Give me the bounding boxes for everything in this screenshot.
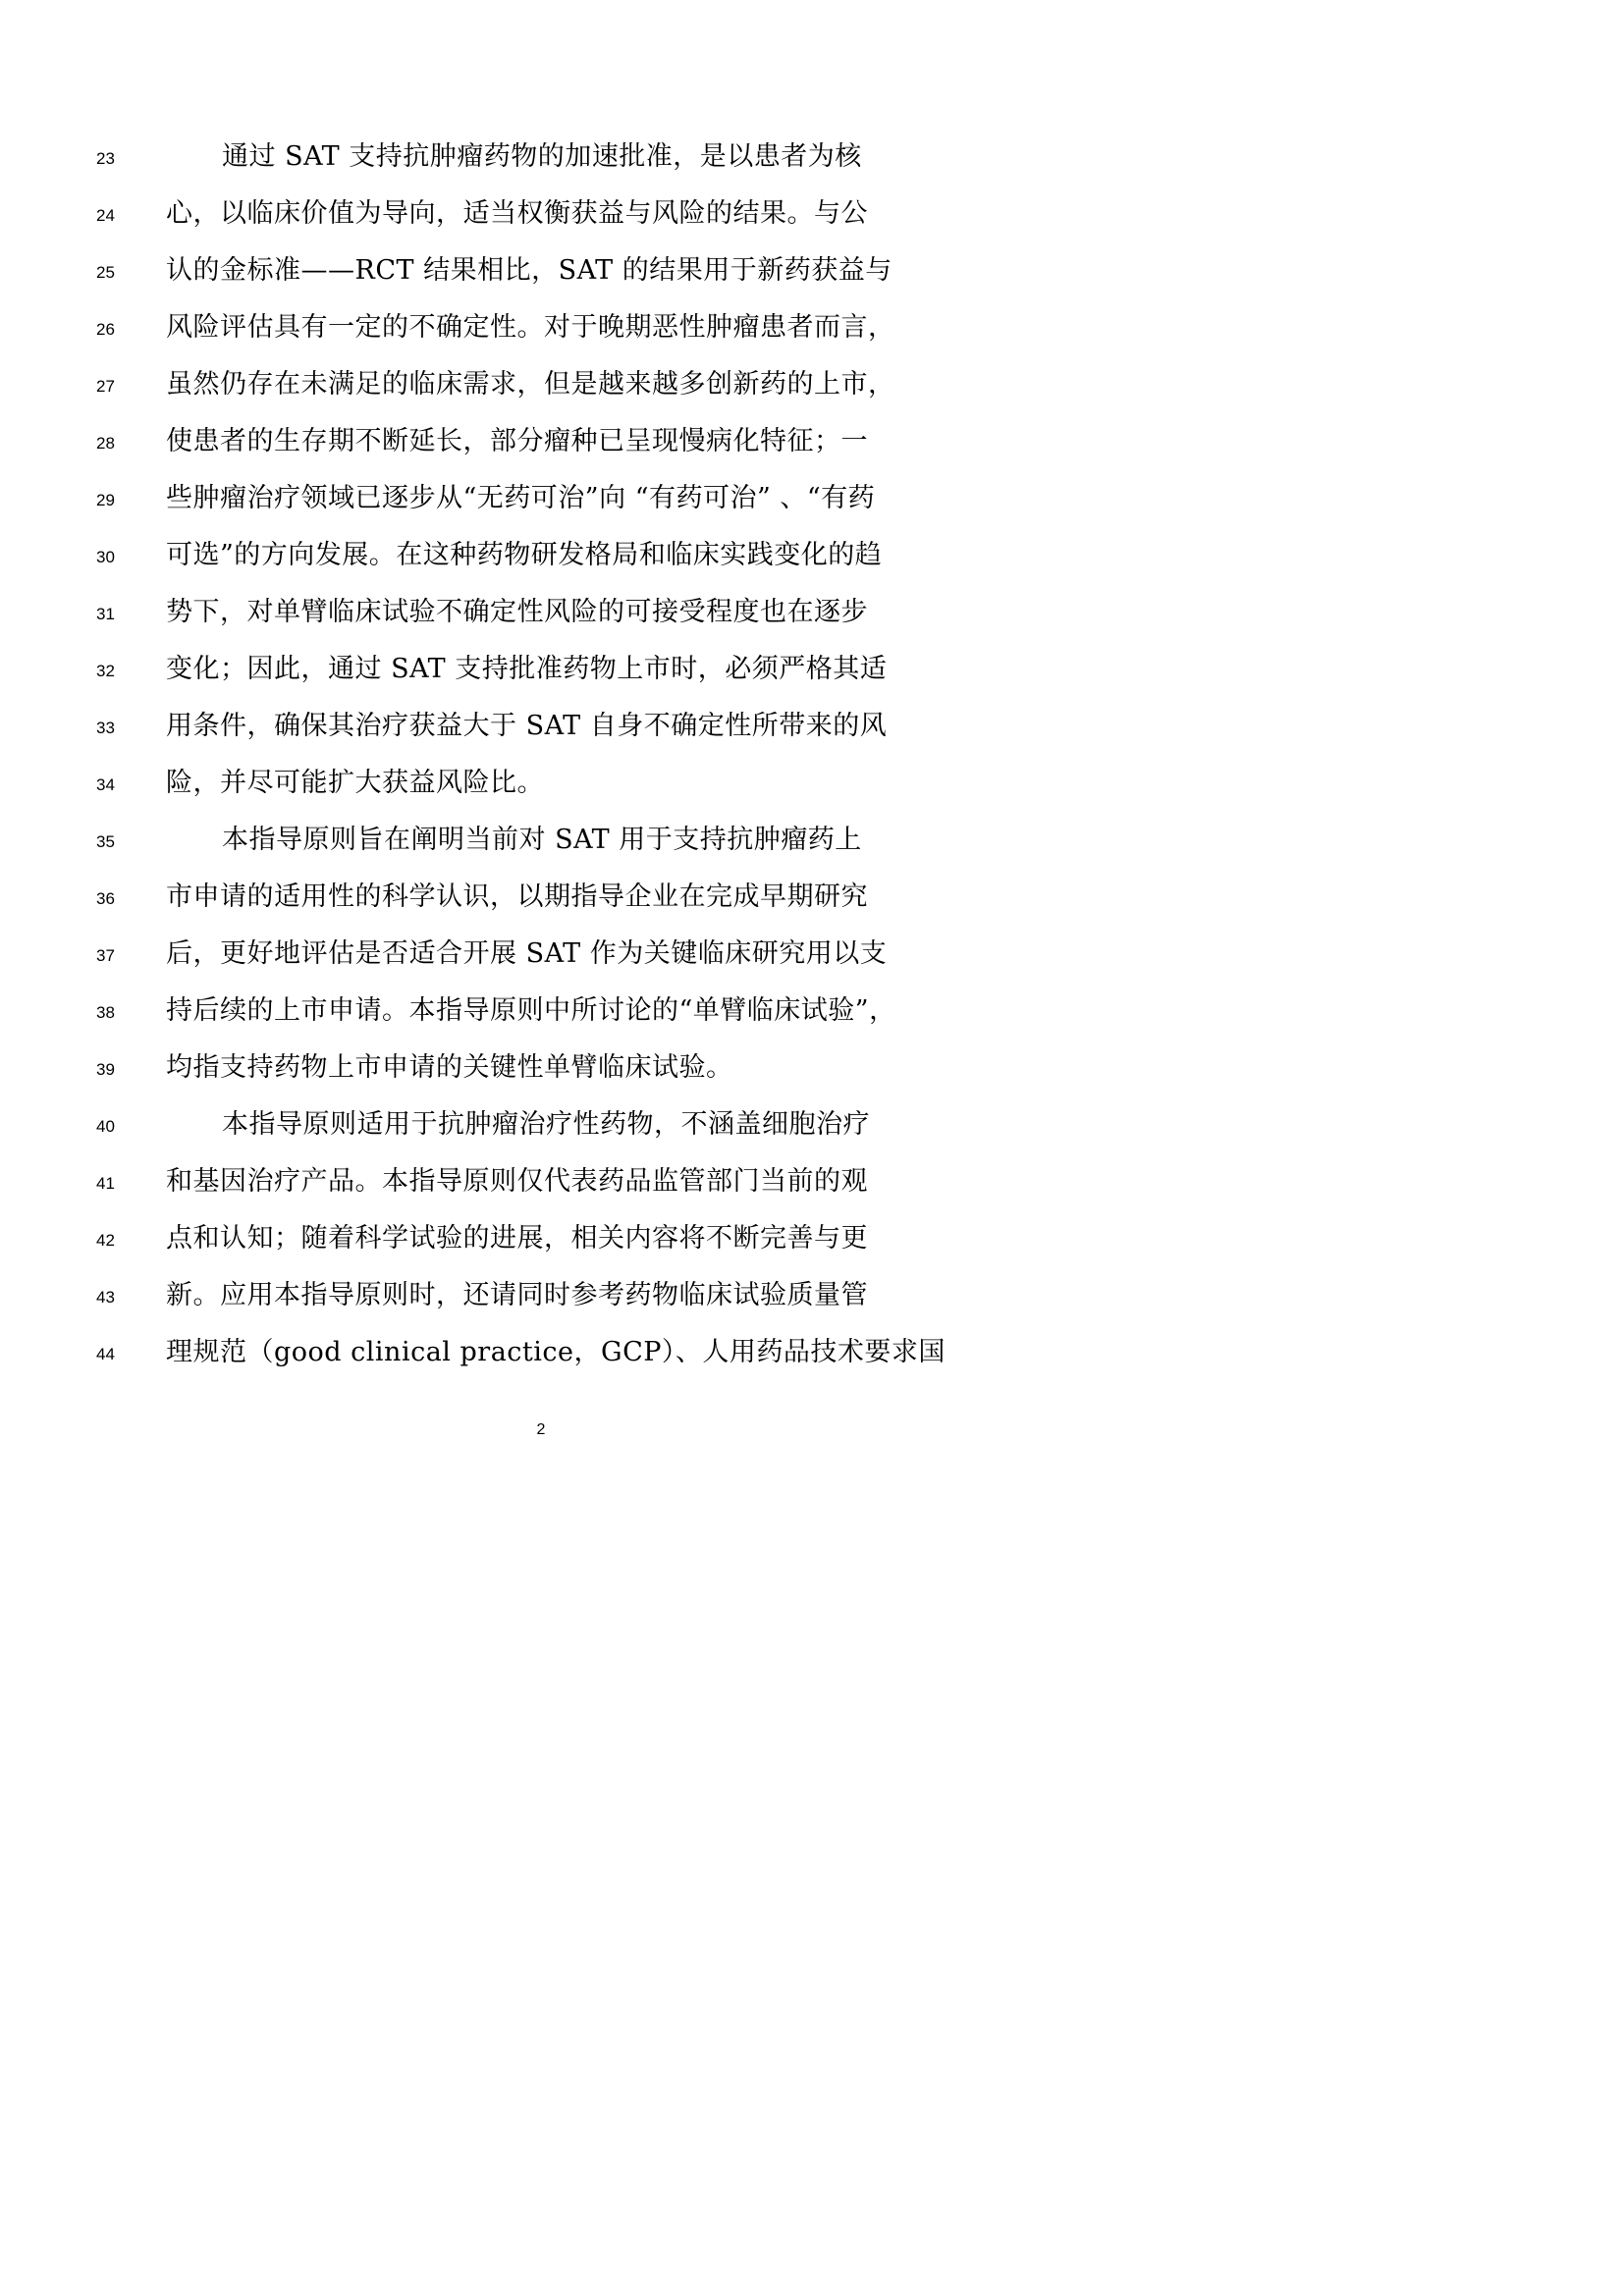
line-text: 些肿瘤治疗领域已逐步从“无药可治”向 “有药可治” 、“有药 (166, 483, 876, 513)
line-number: 40 (96, 1117, 115, 1136)
text-line (0, 532, 1082, 589)
line-number: 35 (96, 832, 115, 851)
text-line (0, 1215, 1082, 1272)
text-line (0, 304, 1082, 361)
text-line (0, 475, 1082, 532)
text-line (0, 874, 1082, 931)
text-line (0, 133, 1082, 190)
line-number: 34 (96, 775, 115, 794)
text-line (0, 760, 1082, 817)
text-line (0, 703, 1082, 760)
line-number: 23 (96, 149, 115, 168)
text-line (0, 361, 1082, 418)
text-line (0, 1158, 1082, 1215)
line-number: 26 (96, 320, 115, 339)
line-number: 30 (96, 548, 115, 566)
text-line (0, 646, 1082, 703)
text-line (0, 589, 1082, 646)
line-text: 理规范（good clinical practice，GCP）、人用药品技术要求国 (166, 1337, 946, 1367)
line-text: 新。应用本指导原则时，还请同时参考药物临床试验质量管 (166, 1280, 868, 1310)
line-number: 24 (96, 206, 115, 225)
line-number: 31 (96, 605, 115, 623)
line-text: 本指导原则适用于抗肿瘤治疗性药物，不涵盖细胞治疗 (222, 1109, 870, 1140)
text-line (0, 1044, 1082, 1101)
line-number: 44 (96, 1345, 115, 1363)
line-number: 28 (96, 434, 115, 453)
line-text: 可选”的方向发展。在这种药物研发格局和临床实践变化的趋 (166, 540, 883, 570)
text-line (0, 1272, 1082, 1329)
line-text: 势下，对单臂临床试验不确定性风险的可接受程度也在逐步 (166, 597, 868, 627)
text-line (0, 817, 1082, 874)
line-number: 38 (96, 1003, 115, 1022)
line-text: 和基因治疗产品。本指导原则仅代表药品监管部门当前的观 (166, 1166, 868, 1197)
line-text: 认的金标准——RCT 结果相比，SAT 的结果用于新药获益与 (166, 255, 893, 286)
line-number: 32 (96, 662, 115, 680)
line-number: 41 (96, 1174, 115, 1193)
line-text: 心，以临床价值为导向，适当权衡获益与风险的结果。与公 (166, 198, 868, 229)
line-text: 虽然仍存在未满足的临床需求，但是越来越多创新药的上市， (166, 369, 895, 400)
text-line (0, 1329, 1082, 1386)
text-line (0, 247, 1082, 304)
line-text: 均指支持药物上市申请的关键性单臂临床试验。 (166, 1052, 733, 1083)
line-number: 43 (96, 1288, 115, 1307)
text-line (0, 1101, 1082, 1158)
line-number: 42 (96, 1231, 115, 1250)
line-number: 33 (96, 719, 115, 737)
document-page (0, 0, 1082, 1530)
line-text: 通过 SAT 支持抗肿瘤药物的加速批准，是以患者为核 (222, 141, 862, 172)
line-text: 使患者的生存期不断延长，部分瘤种已呈现慢病化特征；一 (166, 426, 868, 456)
line-text: 用条件，确保其治疗获益大于 SAT 自身不确定性所带来的风 (166, 711, 888, 741)
line-number: 25 (96, 263, 115, 282)
line-text: 后，更好地评估是否适合开展 SAT 作为关键临床研究用以支 (166, 938, 888, 969)
text-line (0, 190, 1082, 247)
line-number: 36 (96, 889, 115, 908)
line-number: 39 (96, 1060, 115, 1079)
line-text: 险，并尽可能扩大获益风险比。 (166, 768, 544, 798)
line-text: 本指导原则旨在阐明当前对 SAT 用于支持抗肿瘤药上 (222, 825, 862, 855)
line-text: 风险评估具有一定的不确定性。对于晚期恶性肿瘤患者而言， (166, 312, 895, 343)
line-number: 29 (96, 491, 115, 509)
page-number: 2 (536, 1421, 546, 1438)
line-number: 27 (96, 377, 115, 396)
line-text: 市申请的适用性的科学认识，以期指导企业在完成早期研究 (166, 881, 868, 912)
text-line (0, 931, 1082, 988)
line-text: 变化；因此，通过 SAT 支持批准药物上市时，必须严格其适 (166, 654, 888, 684)
text-line (0, 988, 1082, 1044)
line-number: 37 (96, 946, 115, 965)
line-text: 点和认知；随着科学试验的进展，相关内容将不断完善与更 (166, 1223, 868, 1254)
line-text: 持后续的上市申请。本指导原则中所讨论的“单臂临床试验”， (166, 995, 896, 1026)
text-line (0, 418, 1082, 475)
